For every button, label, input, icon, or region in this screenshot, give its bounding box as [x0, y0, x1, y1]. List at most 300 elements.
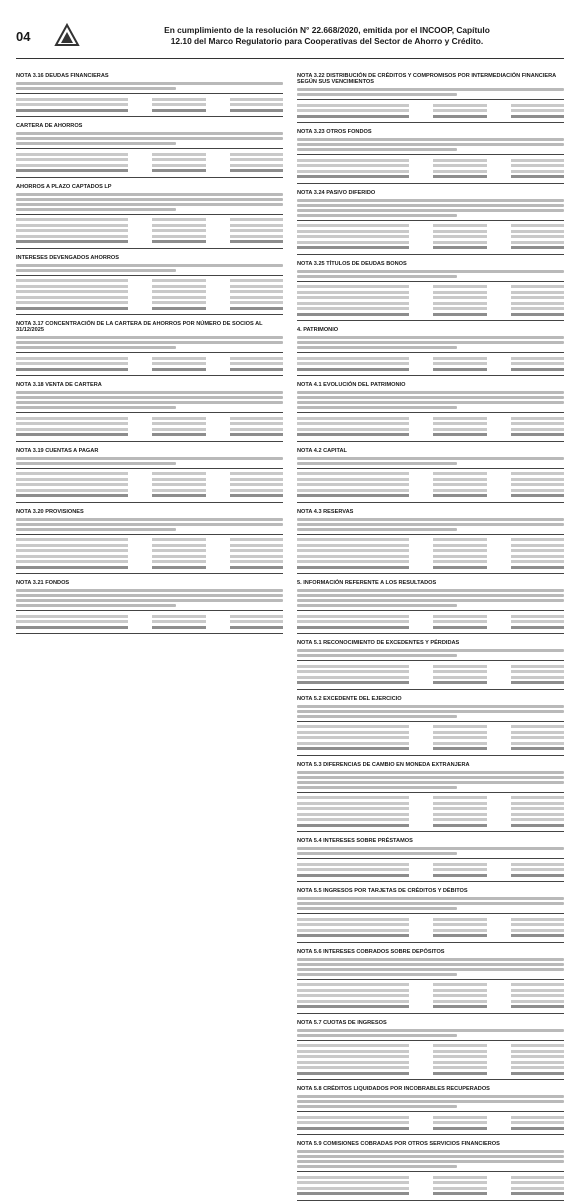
- table-cell: [16, 218, 128, 221]
- table-cell: [230, 153, 283, 156]
- table-cell: [230, 307, 283, 310]
- table-row: [16, 301, 283, 305]
- table-cell: [230, 296, 283, 299]
- table-row: [297, 555, 564, 559]
- table-cell: [230, 472, 283, 475]
- table-cell: [433, 934, 486, 937]
- table-cell: [16, 478, 128, 481]
- table-row: [16, 555, 283, 559]
- paragraph-placeholder: [297, 1150, 564, 1168]
- table-cell: [152, 494, 205, 497]
- text-line: [16, 462, 176, 465]
- table-cell: [433, 676, 486, 679]
- table-cell: [433, 874, 486, 877]
- table-row: [16, 224, 283, 228]
- table-cell: [297, 472, 409, 475]
- table-cell: [511, 224, 564, 227]
- text-line: [297, 88, 564, 91]
- table-cell: [152, 555, 205, 558]
- paragraph-placeholder: [297, 771, 564, 789]
- table-cell: [433, 224, 486, 227]
- table-cell: [433, 983, 486, 986]
- content-columns: [16, 67, 564, 1147]
- text-line: [297, 1029, 564, 1032]
- table-cell: [230, 240, 283, 243]
- table-cell: [16, 544, 128, 547]
- table-cell: [433, 1116, 486, 1119]
- table-cell: [297, 544, 409, 547]
- table-cell: [511, 929, 564, 932]
- table-cell: [511, 494, 564, 497]
- text-line: [16, 87, 176, 90]
- table-cell: [511, 417, 564, 420]
- table-cell: [511, 489, 564, 492]
- table-cell: [230, 626, 283, 629]
- text-line: [16, 604, 176, 607]
- table-cell: [16, 483, 128, 486]
- table-cell: [297, 1055, 409, 1058]
- table-cell: [511, 175, 564, 178]
- table-row: [297, 1121, 564, 1125]
- table-cell: [16, 362, 128, 365]
- table-cell: [152, 98, 205, 101]
- table-row: [16, 422, 283, 426]
- table-cell: [511, 615, 564, 618]
- table-row: [16, 620, 283, 624]
- table-cell: [297, 241, 409, 244]
- table-cell: [297, 302, 409, 305]
- table-cell: [511, 483, 564, 486]
- table-cell: [152, 164, 205, 167]
- table-row: [297, 1181, 564, 1185]
- section-heading: AHORROS A PLAZO CAPTADOS LP: [16, 183, 112, 190]
- section-heading: INTERESES DEVENGADOS AHORROS: [16, 254, 119, 261]
- table-placeholder: [297, 352, 564, 376]
- table-cell: [433, 929, 486, 932]
- text-line: [297, 204, 564, 207]
- table-cell: [230, 290, 283, 293]
- table-cell: [16, 279, 128, 282]
- paragraph-placeholder: [16, 589, 283, 607]
- table-cell: [433, 302, 486, 305]
- table-row: [16, 566, 283, 570]
- text-line: [297, 852, 457, 855]
- table-cell: [16, 560, 128, 563]
- table-cell: [511, 665, 564, 668]
- section-heading: NOTA 5.4 INTERESES SOBRE PRÉSTAMOS: [297, 838, 413, 844]
- paragraph-placeholder: [297, 199, 564, 217]
- table-row: [297, 731, 564, 735]
- table-cell: [433, 1050, 486, 1053]
- table-cell: [511, 285, 564, 288]
- table-row: [16, 164, 283, 168]
- table-cell: [433, 555, 486, 558]
- table-cell: [433, 159, 486, 162]
- table-row: [16, 285, 283, 289]
- table-cell: [297, 681, 409, 684]
- table-cell: [16, 290, 128, 293]
- table-row: [297, 362, 564, 366]
- table-row: [16, 169, 283, 173]
- table-cell: [297, 115, 409, 118]
- table-cell: [511, 104, 564, 107]
- table-row: [16, 433, 283, 437]
- right-column: [297, 67, 564, 1147]
- table-placeholder: [297, 858, 564, 882]
- table-cell: [297, 296, 409, 299]
- table-cell: [433, 1192, 486, 1195]
- section-heading: NOTA 3.16 DEUDAS FINANCIERAS: [16, 73, 109, 79]
- table-cell: [433, 241, 486, 244]
- table-cell: [511, 159, 564, 162]
- table-cell: [433, 566, 486, 569]
- table-cell: [433, 235, 486, 238]
- table-row: [297, 665, 564, 669]
- table-cell: [297, 538, 409, 541]
- table-cell: [297, 1050, 409, 1053]
- table-cell: [16, 109, 128, 112]
- table-cell: [433, 868, 486, 871]
- table-row: [16, 428, 283, 432]
- table-cell: [511, 544, 564, 547]
- table-cell: [16, 357, 128, 360]
- paragraph-placeholder: [16, 457, 283, 465]
- table-cell: [152, 218, 205, 221]
- text-line: [16, 346, 176, 349]
- table-cell: [511, 620, 564, 623]
- paragraph-placeholder: [297, 705, 564, 718]
- table-cell: [297, 807, 409, 810]
- table-row: [297, 983, 564, 987]
- table-cell: [511, 918, 564, 921]
- text-line: [297, 1155, 564, 1158]
- table-row: [297, 874, 564, 878]
- text-line: [297, 1095, 564, 1098]
- table-cell: [297, 626, 409, 629]
- table-cell: [16, 489, 128, 492]
- table-cell: [297, 1061, 409, 1064]
- text-line: [16, 599, 283, 602]
- table-cell: [433, 796, 486, 799]
- table-cell: [433, 615, 486, 618]
- table-row: [16, 153, 283, 157]
- table-cell: [433, 357, 486, 360]
- table-cell: [433, 230, 486, 233]
- table-cell: [511, 681, 564, 684]
- table-cell: [433, 170, 486, 173]
- table-row: [297, 863, 564, 867]
- table-cell: [511, 478, 564, 481]
- text-line: [297, 715, 457, 718]
- table-cell: [511, 307, 564, 310]
- table-cell: [230, 549, 283, 552]
- table-cell: [511, 555, 564, 558]
- table-row: [297, 357, 564, 361]
- table-cell: [511, 115, 564, 118]
- table-cell: [297, 489, 409, 492]
- table-cell: [297, 417, 409, 420]
- table-cell: [152, 368, 205, 371]
- text-line: [297, 199, 564, 202]
- table-cell: [297, 665, 409, 668]
- table-placeholder: [16, 275, 283, 316]
- section-heading: NOTA 3.18 VENTA DE CARTERA: [16, 382, 102, 388]
- table-cell: [297, 934, 409, 937]
- table-placeholder: [16, 534, 283, 575]
- table-row: [16, 538, 283, 542]
- text-line: [297, 786, 457, 789]
- table-row: [297, 115, 564, 119]
- text-line: [297, 604, 457, 607]
- table-row: [297, 1192, 564, 1196]
- table-cell: [297, 170, 409, 173]
- text-line: [297, 776, 564, 779]
- table-cell: [511, 676, 564, 679]
- table-cell: [433, 538, 486, 541]
- table-cell: [230, 489, 283, 492]
- table-cell: [297, 109, 409, 112]
- table-cell: [152, 169, 205, 172]
- table-cell: [297, 923, 409, 926]
- text-line: [16, 82, 283, 85]
- table-cell: [230, 422, 283, 425]
- paragraph-placeholder: [297, 336, 564, 349]
- table-cell: [511, 1066, 564, 1069]
- text-line: [297, 710, 564, 713]
- table-cell: [511, 362, 564, 365]
- table-cell: [297, 983, 409, 986]
- section-heading: 4. PATRIMONIO: [297, 327, 339, 333]
- text-line: [16, 208, 176, 211]
- table-cell: [433, 807, 486, 810]
- text-line: [297, 589, 564, 592]
- table-cell: [230, 483, 283, 486]
- paragraph-placeholder: [297, 391, 564, 409]
- table-cell: [16, 169, 128, 172]
- page-number: 04: [16, 28, 31, 44]
- table-row: [297, 549, 564, 553]
- table-cell: [152, 109, 205, 112]
- table-row: [16, 417, 283, 421]
- table-cell: [297, 549, 409, 552]
- paragraph-placeholder: [297, 88, 564, 96]
- table-cell: [433, 863, 486, 866]
- table-cell: [433, 923, 486, 926]
- table-cell: [16, 103, 128, 106]
- text-line: [16, 137, 283, 140]
- table-cell: [511, 1072, 564, 1075]
- table-cell: [16, 549, 128, 552]
- paragraph-placeholder: [297, 649, 564, 657]
- text-line: [297, 649, 564, 652]
- text-line: [297, 396, 564, 399]
- text-line: [16, 198, 283, 201]
- table-row: [297, 285, 564, 289]
- table-row: [297, 818, 564, 822]
- table-cell: [230, 428, 283, 431]
- table-cell: [152, 422, 205, 425]
- table-row: [16, 307, 283, 311]
- table-cell: [433, 1055, 486, 1058]
- table-cell: [230, 494, 283, 497]
- table-row: [297, 994, 564, 998]
- table-cell: [297, 362, 409, 365]
- table-cell: [433, 560, 486, 563]
- table-cell: [433, 742, 486, 745]
- table-cell: [511, 1181, 564, 1184]
- table-cell: [297, 1187, 409, 1190]
- table-cell: [297, 175, 409, 178]
- table-placeholder: [16, 412, 283, 442]
- table-row: [16, 489, 283, 493]
- table-cell: [152, 285, 205, 288]
- table-cell: [152, 560, 205, 563]
- text-line: [297, 1034, 457, 1037]
- table-cell: [16, 158, 128, 161]
- table-cell: [152, 279, 205, 282]
- table-cell: [511, 736, 564, 739]
- table-cell: [511, 1005, 564, 1008]
- table-cell: [297, 813, 409, 816]
- table-cell: [297, 1176, 409, 1179]
- table-row: [297, 807, 564, 811]
- table-cell: [511, 1055, 564, 1058]
- table-cell: [511, 230, 564, 233]
- text-line: [297, 599, 564, 602]
- table-cell: [511, 560, 564, 563]
- table-cell: [297, 368, 409, 371]
- table-row: [297, 802, 564, 806]
- table-placeholder: [297, 979, 564, 1014]
- table-cell: [511, 863, 564, 866]
- table-cell: [433, 620, 486, 623]
- table-row: [297, 1066, 564, 1070]
- paragraph-placeholder: [16, 518, 283, 531]
- table-cell: [297, 1072, 409, 1075]
- table-cell: [433, 164, 486, 167]
- table-cell: [152, 296, 205, 299]
- paragraph-placeholder: [297, 138, 564, 151]
- table-cell: [152, 566, 205, 569]
- table-cell: [230, 560, 283, 563]
- text-line: [297, 523, 564, 526]
- table-cell: [433, 731, 486, 734]
- table-cell: [152, 538, 205, 541]
- text-line: [16, 203, 283, 206]
- table-cell: [152, 549, 205, 552]
- table-cell: [511, 868, 564, 871]
- text-line: [297, 138, 564, 141]
- table-row: [297, 538, 564, 542]
- table-cell: [433, 989, 486, 992]
- table-cell: [152, 620, 205, 623]
- table-cell: [433, 994, 486, 997]
- table-cell: [16, 417, 128, 420]
- table-cell: [16, 615, 128, 618]
- table-row: [16, 235, 283, 239]
- table-placeholder: [297, 412, 564, 442]
- text-line: [297, 270, 564, 273]
- table-cell: [433, 1121, 486, 1124]
- text-line: [16, 518, 283, 521]
- table-cell: [433, 246, 486, 249]
- table-cell: [511, 923, 564, 926]
- table-cell: [230, 566, 283, 569]
- table-cell: [16, 555, 128, 558]
- cooperative-logo-icon: [54, 23, 80, 49]
- table-cell: [511, 989, 564, 992]
- table-cell: [433, 813, 486, 816]
- table-cell: [433, 478, 486, 481]
- table-cell: [433, 433, 486, 436]
- table-cell: [297, 566, 409, 569]
- text-line: [297, 528, 457, 531]
- table-cell: [297, 1066, 409, 1069]
- table-cell: [433, 1000, 486, 1003]
- section-heading: NOTA 5.7 CUOTAS DE INGRESOS: [297, 1019, 387, 1026]
- table-cell: [511, 725, 564, 728]
- text-line: [297, 93, 457, 96]
- section-heading: NOTA 5.2 EXCEDENTE DEL EJERCICIO: [297, 695, 402, 702]
- text-line: [297, 518, 564, 521]
- table-cell: [16, 538, 128, 541]
- table-row: [297, 1055, 564, 1059]
- table-placeholder: [297, 99, 564, 123]
- section-heading: NOTA 4.3 RESERVAS: [297, 508, 354, 515]
- table-cell: [16, 494, 128, 497]
- table-cell: [433, 1127, 486, 1130]
- table-cell: [16, 620, 128, 623]
- table-row: [297, 422, 564, 426]
- table-cell: [433, 1072, 486, 1075]
- table-row: [297, 676, 564, 680]
- table-cell: [16, 235, 128, 238]
- table-row: [297, 1176, 564, 1180]
- text-line: [297, 457, 564, 460]
- table-cell: [297, 224, 409, 227]
- text-line: [297, 907, 457, 910]
- text-line: [297, 341, 564, 344]
- table-cell: [230, 109, 283, 112]
- section-heading: NOTA 5.5 INGRESOS POR TARJETAS DE CRÉDITOS Y DÉBITOS: [297, 888, 468, 894]
- table-row: [297, 544, 564, 548]
- table-cell: [297, 285, 409, 288]
- table-row: [297, 478, 564, 482]
- table-cell: [511, 566, 564, 569]
- table-row: [297, 615, 564, 619]
- table-row: [297, 929, 564, 933]
- paragraph-placeholder: [297, 897, 564, 910]
- table-cell: [433, 544, 486, 547]
- table-cell: [152, 626, 205, 629]
- paragraph-placeholder: [297, 518, 564, 531]
- table-cell: [511, 1044, 564, 1047]
- table-cell: [152, 417, 205, 420]
- table-row: [297, 934, 564, 938]
- table-cell: [152, 433, 205, 436]
- table-cell: [297, 313, 409, 316]
- table-cell: [433, 736, 486, 739]
- table-cell: [511, 994, 564, 997]
- table-cell: [297, 1044, 409, 1047]
- table-cell: [297, 676, 409, 679]
- title-line-2: 12.10 del Marco Regulatorio para Cooperativas del Sector de Ahorro y Crédito.: [170, 36, 484, 46]
- table-row: [297, 923, 564, 927]
- table-row: [297, 302, 564, 306]
- table-row: [16, 109, 283, 113]
- table-cell: [16, 301, 128, 304]
- table-cell: [511, 874, 564, 877]
